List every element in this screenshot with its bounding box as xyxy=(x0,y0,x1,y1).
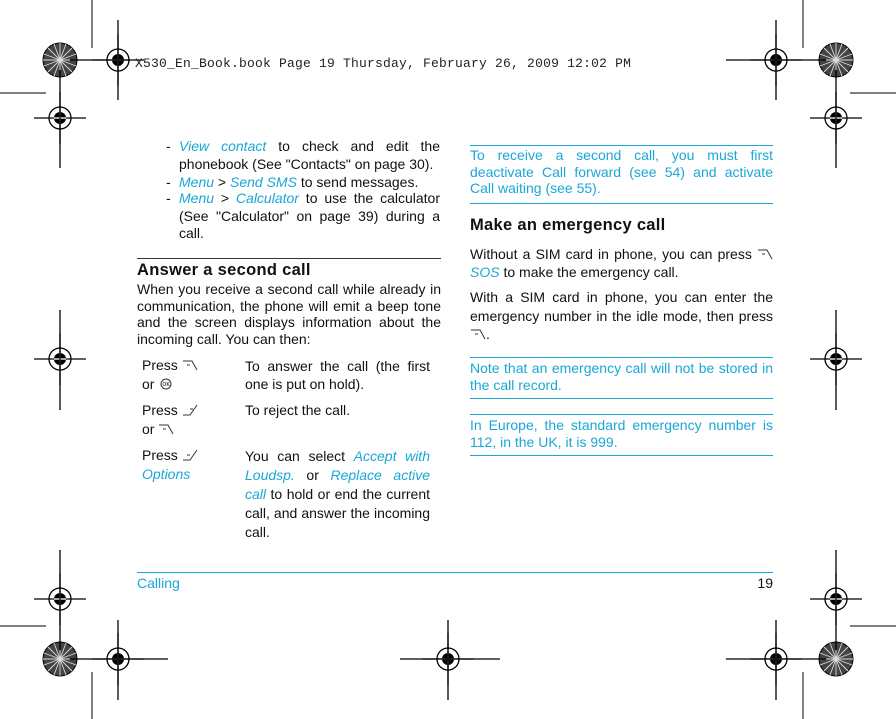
bullet-send-sms: - Menu > Send SMS to send messages. xyxy=(166,174,419,190)
left-softkey-icon xyxy=(470,328,486,340)
emergency-p2: With a SIM card in phone, you can enter the emergency number in the idle mode, then press . xyxy=(470,289,773,342)
page-number: 19 xyxy=(757,575,773,591)
bullet-view-contact: - View contact to check and edit the phonebook (See "Contacts" on page 30). xyxy=(166,138,440,172)
table-result: You can select Accept with Loudsp. or Replace active call to hold or end the current call, and answer the incoming call. xyxy=(245,448,430,540)
sos-label: SOS xyxy=(470,264,500,280)
footer-rule xyxy=(137,572,773,573)
ok-key-icon xyxy=(158,378,174,390)
note-rule xyxy=(470,414,773,415)
bullet-calculator: - Menu > Calculator to use the calculator (See "Calculator" on page 39) during a call. xyxy=(166,190,440,241)
emergency-title: Make an emergency call xyxy=(470,216,666,234)
answer-body: When you receive a second call while already in communication, the phone will emit a beep tone and the screen displays information about the incoming call. You can then: xyxy=(137,281,441,347)
note-rule xyxy=(470,203,773,204)
svg-text:OK: OK xyxy=(162,382,170,388)
link-send-sms[interactable]: Send SMS xyxy=(230,174,297,190)
table-row-action: Press or xyxy=(142,402,242,438)
note-rule xyxy=(470,398,773,399)
hangup-key-icon xyxy=(182,404,198,416)
table-result: To answer the call (the first one is put on hold). xyxy=(245,358,430,392)
footer-section: Calling xyxy=(137,575,180,591)
link-calculator[interactable]: Calculator xyxy=(235,190,299,206)
note-rule xyxy=(470,145,773,146)
left-softkey-icon xyxy=(158,423,174,435)
link-view-contact[interactable]: View contact xyxy=(179,138,267,154)
option-replace-call: Replace active call xyxy=(245,467,430,502)
note-call-record: Note that an emergency call will not be stored in the call record. xyxy=(470,360,773,393)
note-rule xyxy=(470,357,773,358)
print-header: X530_En_Book.book Page 19 Thursday, February 26, 2009 12:02 PM xyxy=(135,56,632,71)
note-emergency-number: In Europe, the standard emergency number is 112, in the UK, it is 999. xyxy=(470,417,773,450)
section-divider xyxy=(137,258,441,259)
note-call-waiting: To receive a second call, you must first deactivate Call forward (see 54) and activate Call waiting (see 55). xyxy=(470,147,773,196)
emergency-p1: Without a SIM card in phone, you can press SOS to make the emergency call. xyxy=(470,245,773,281)
table-row-action: Press or OK xyxy=(142,357,242,393)
table-row-action: Press Options xyxy=(142,447,242,483)
note-rule xyxy=(470,455,773,456)
left-softkey-icon xyxy=(757,248,773,260)
option-accept-loudsp: Accept with Loudsp. xyxy=(245,448,430,483)
link-menu[interactable]: Menu xyxy=(179,190,215,206)
left-softkey-icon xyxy=(182,359,198,371)
table-result: To reject the call. xyxy=(245,402,351,418)
right-softkey-icon xyxy=(182,449,198,461)
link-menu[interactable]: Menu xyxy=(179,174,215,190)
answer-title: Answer a second call xyxy=(137,261,311,279)
options-label: Options xyxy=(142,466,191,482)
